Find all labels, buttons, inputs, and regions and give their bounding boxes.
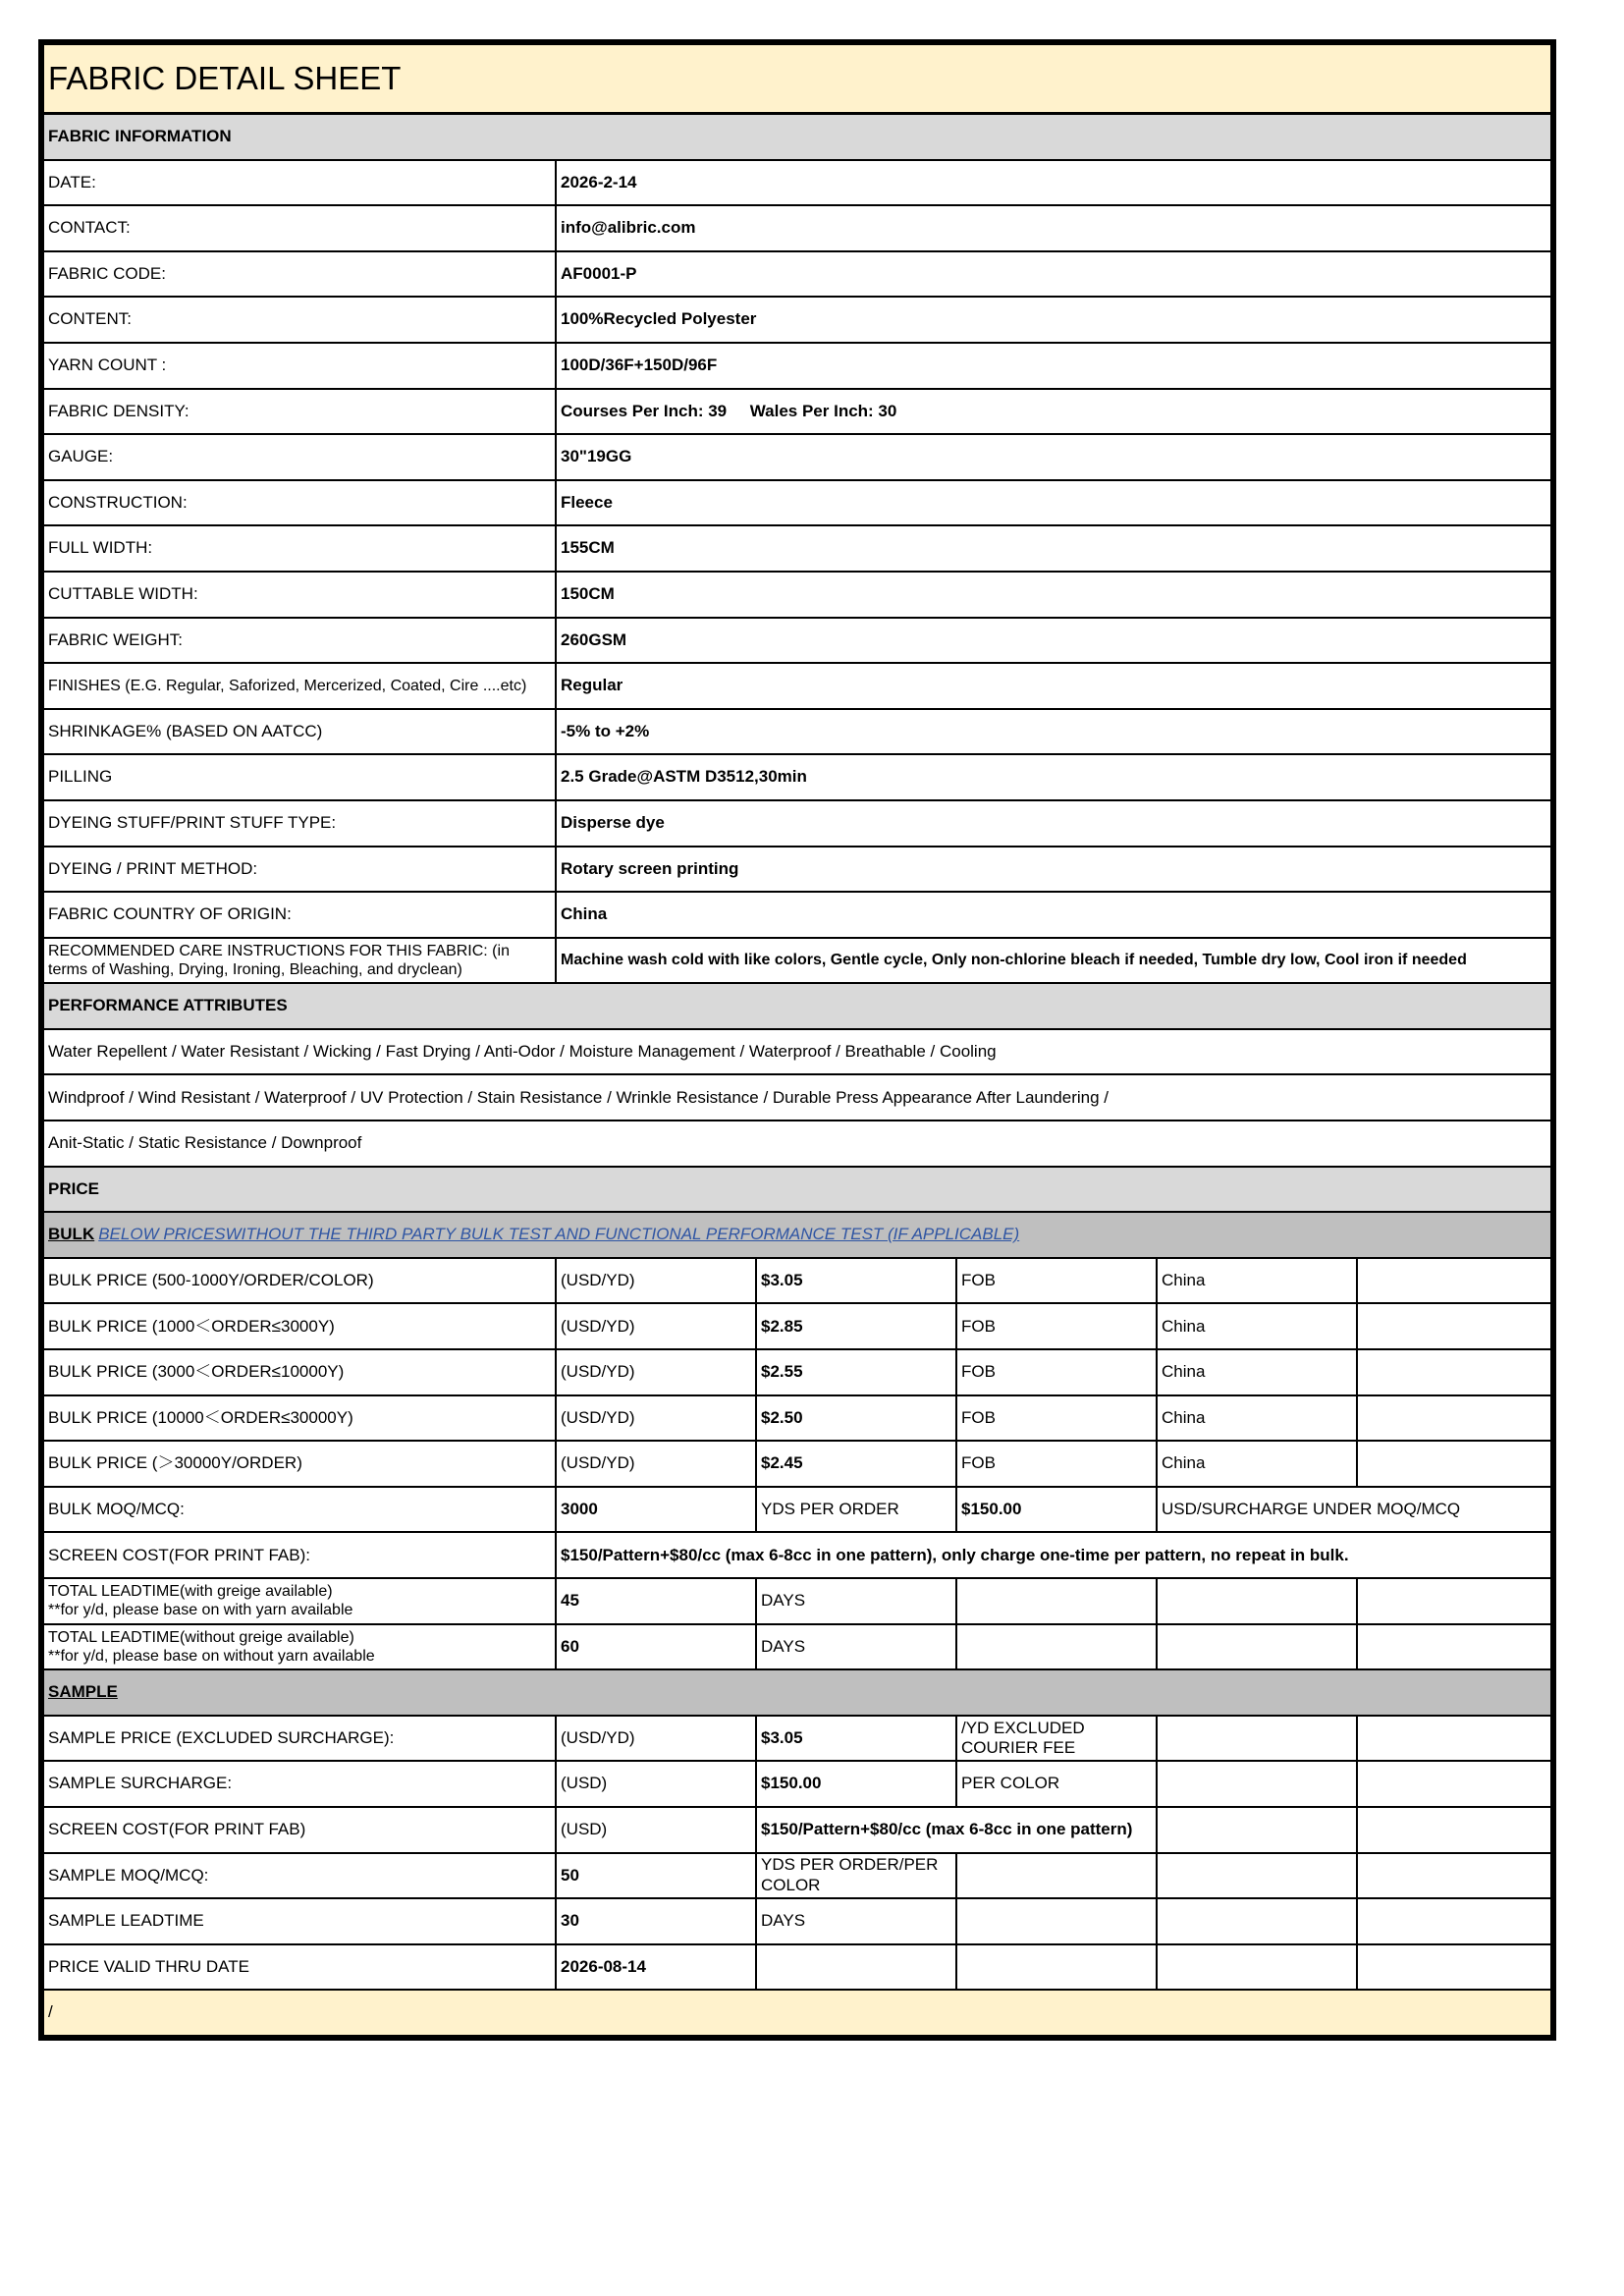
sample-screen-cost-row (43, 1807, 1551, 1853)
value: Machine wash cold with like colors, Gentle cycle, Only non-chlorine bleach if needed, Tumble dry low, Cool iron if needed (556, 938, 1551, 984)
bulk-price-row (43, 1303, 1551, 1349)
label-line: TOTAL LEADTIME(with greige available) (48, 1583, 333, 1601)
info-row-pilling (43, 754, 1551, 800)
empty-cell (1357, 1441, 1551, 1487)
empty-cell (1157, 1807, 1357, 1853)
section-performance-attributes: PERFORMANCE ATTRIBUTES (43, 983, 1551, 1029)
unit: (USD/YD) (556, 1716, 756, 1762)
value: 100D/36F+150D/96F (556, 343, 1551, 389)
value: $3.05 (756, 1716, 956, 1762)
info-row-fabric-code (43, 251, 1551, 298)
label: SAMPLE LEADTIME (43, 1898, 556, 1944)
label: DATE: (43, 160, 556, 206)
note: PER COLOR (956, 1761, 1157, 1807)
unit: (USD) (556, 1807, 756, 1853)
label: BULK MOQ/MCQ: (43, 1487, 556, 1533)
unit: YDS PER ORDER (756, 1487, 956, 1533)
empty-cell (1357, 1258, 1551, 1304)
days: 45 (556, 1578, 756, 1624)
term: FOB (956, 1395, 1157, 1442)
days: 60 (556, 1624, 756, 1670)
empty-cell (1357, 1761, 1551, 1807)
info-row-finishes (43, 663, 1551, 709)
info-row-shrinkage (43, 709, 1551, 755)
label: FABRIC CODE: (43, 251, 556, 298)
label: DYEING STUFF/PRINT STUFF TYPE: (43, 800, 556, 847)
sheet-table (42, 43, 1552, 2037)
info-row-fabric-density (43, 389, 1551, 435)
value: 2026-2-14 (556, 160, 1551, 206)
sample-moq-row (43, 1853, 1551, 1899)
empty-cell (1357, 1349, 1551, 1395)
label-note: **for y/d, please base on with yarn available (48, 1602, 353, 1619)
value: 150CM (556, 572, 1551, 618)
empty-cell (1357, 1624, 1551, 1670)
info-row-full-width (43, 525, 1551, 572)
info-row-date (43, 160, 1551, 206)
label: BULK PRICE (＞30000Y/ORDER) (43, 1441, 556, 1487)
empty-cell (1157, 1578, 1357, 1624)
price: $2.50 (756, 1395, 956, 1442)
info-row-gauge (43, 434, 1551, 480)
label: FINISHES (E.G. Regular, Saforized, Mercerized, Coated, Cire ....etc) (43, 663, 556, 709)
value: Disperse dye (556, 800, 1551, 847)
value: AF0001-P (556, 251, 1551, 298)
performance-attributes-line: Windproof / Wind Resistant / Waterproof / UV Protection / Stain Resistance / Wrinkle Resistance / Durable Press Appearance After Laundering / (43, 1074, 1551, 1121)
bulk-label: BULK (48, 1225, 95, 1244)
note: USD/SURCHARGE UNDER MOQ/MCQ (1157, 1487, 1551, 1533)
value: 2.5 Grade@ASTM D3512,30min (556, 754, 1551, 800)
empty-cell (1157, 1716, 1357, 1762)
bulk-screen-cost-row (43, 1532, 1551, 1578)
empty-cell (1157, 1761, 1357, 1807)
section-fabric-information: FABRIC INFORMATION (43, 114, 1551, 160)
bulk-price-row (43, 1349, 1551, 1395)
empty-cell (956, 1578, 1157, 1624)
value: 155CM (556, 525, 1551, 572)
unit: (USD) (556, 1761, 756, 1807)
origin: China (1157, 1349, 1357, 1395)
empty-cell (1357, 1807, 1551, 1853)
info-row-yarn-count (43, 343, 1551, 389)
unit: (USD/YD) (556, 1349, 756, 1395)
empty-cell (1157, 1898, 1357, 1944)
value: Fleece (556, 480, 1551, 526)
performance-attributes-line: Anit-Static / Static Resistance / Downproof (43, 1121, 1551, 1167)
surcharge: $150.00 (956, 1487, 1157, 1533)
section-bulk (43, 1212, 1551, 1258)
label: PRICE VALID THRU DATE (43, 1944, 556, 1991)
qty: 3000 (556, 1487, 756, 1533)
label: GAUGE: (43, 434, 556, 480)
unit: DAYS (756, 1578, 956, 1624)
info-row-content (43, 297, 1551, 343)
value: Courses Per Inch: 39 Wales Per Inch: 30 (556, 389, 1551, 435)
empty-cell (1357, 1853, 1551, 1899)
info-row-care-instructions (43, 938, 1551, 984)
note: /YD EXCLUDED COURIER FEE (956, 1716, 1157, 1762)
price: $2.55 (756, 1349, 956, 1395)
price: $3.05 (756, 1258, 956, 1304)
info-row-dyeing-method (43, 847, 1551, 893)
value: Regular (556, 663, 1551, 709)
empty-cell (1157, 1853, 1357, 1899)
price: $2.85 (756, 1303, 956, 1349)
label: DYEING / PRINT METHOD: (43, 847, 556, 893)
info-row-country-of-origin (43, 892, 1551, 938)
label: SAMPLE SURCHARGE: (43, 1761, 556, 1807)
label: BULK PRICE (10000＜ORDER≤30000Y) (43, 1395, 556, 1442)
price: $2.45 (756, 1441, 956, 1487)
label: CONTACT: (43, 205, 556, 251)
empty-cell (956, 1624, 1157, 1670)
info-row-contact (43, 205, 1551, 251)
days: 30 (556, 1898, 756, 1944)
empty-cell (1357, 1716, 1551, 1762)
empty-cell (1357, 1395, 1551, 1442)
label-note: **for y/d, please base on without yarn available (48, 1647, 375, 1665)
term: FOB (956, 1258, 1157, 1304)
section-price: PRICE (43, 1167, 1551, 1213)
label (43, 1578, 556, 1624)
value: info@alibric.com (556, 205, 1551, 251)
term: FOB (956, 1349, 1157, 1395)
label: BULK PRICE (1000＜ORDER≤3000Y) (43, 1303, 556, 1349)
empty-cell (1157, 1624, 1357, 1670)
label: BULK PRICE (500-1000Y/ORDER/COLOR) (43, 1258, 556, 1304)
label: SCREEN COST(FOR PRINT FAB): (43, 1532, 556, 1578)
sample-leadtime-row (43, 1898, 1551, 1944)
label: SAMPLE PRICE (EXCLUDED SURCHARGE): (43, 1716, 556, 1762)
label: SCREEN COST(FOR PRINT FAB) (43, 1807, 556, 1853)
empty-cell (1357, 1303, 1551, 1349)
term: FOB (956, 1441, 1157, 1487)
empty-cell (1157, 1944, 1357, 1991)
label: CUTTABLE WIDTH: (43, 572, 556, 618)
qty: 50 (556, 1853, 756, 1899)
empty-cell (956, 1944, 1157, 1991)
label: CONSTRUCTION: (43, 480, 556, 526)
label: YARN COUNT : (43, 343, 556, 389)
empty-cell (1357, 1944, 1551, 1991)
label: RECOMMENDED CARE INSTRUCTIONS FOR THIS FABRIC: (in terms of Washing, Drying, Ironing, Bleaching, and dryclean) (43, 938, 556, 984)
page-title: FABRIC DETAIL SHEET (43, 44, 1551, 114)
label: CONTENT: (43, 297, 556, 343)
origin: China (1157, 1258, 1357, 1304)
info-row-construction (43, 480, 1551, 526)
value: $150/Pattern+$80/cc (max 6-8cc in one pattern) (756, 1807, 1157, 1853)
empty-cell (1357, 1578, 1551, 1624)
sample-price-row (43, 1716, 1551, 1762)
term: FOB (956, 1303, 1157, 1349)
bulk-moq-row (43, 1487, 1551, 1533)
sample-label: SAMPLE (48, 1682, 118, 1702)
label: FABRIC WEIGHT: (43, 618, 556, 664)
value: China (556, 892, 1551, 938)
info-row-dyeing-stuff (43, 800, 1551, 847)
info-row-cuttable-width (43, 572, 1551, 618)
footer-note: / (43, 1990, 1551, 2036)
bulk-price-row (43, 1258, 1551, 1304)
leadtime-row (43, 1578, 1551, 1624)
origin: China (1157, 1303, 1357, 1349)
label-line: TOTAL LEADTIME(without greige available) (48, 1628, 354, 1646)
price-valid-row (43, 1944, 1551, 1991)
label: SAMPLE MOQ/MCQ: (43, 1853, 556, 1899)
unit: (USD/YD) (556, 1303, 756, 1349)
empty-cell (956, 1898, 1157, 1944)
sample-surcharge-row (43, 1761, 1551, 1807)
unit: DAYS (756, 1898, 956, 1944)
empty-cell (1357, 1898, 1551, 1944)
unit: DAYS (756, 1624, 956, 1670)
performance-attributes-line: Water Repellent / Water Resistant / Wicking / Fast Drying / Anti-Odor / Moisture Management / Waterproof / Breathable / Cooling (43, 1029, 1551, 1075)
value: -5% to +2% (556, 709, 1551, 755)
empty-cell (756, 1944, 956, 1991)
label: FABRIC DENSITY: (43, 389, 556, 435)
info-row-fabric-weight (43, 618, 1551, 664)
label: PILLING (43, 754, 556, 800)
label: FABRIC COUNTRY OF ORIGIN: (43, 892, 556, 938)
unit: (USD/YD) (556, 1441, 756, 1487)
leadtime-row (43, 1624, 1551, 1670)
value: 100%Recycled Polyester (556, 297, 1551, 343)
value: 30"19GG (556, 434, 1551, 480)
fabric-detail-sheet (38, 39, 1556, 2041)
bulk-note-link[interactable]: BELOW PRICESWITHOUT THE THIRD PARTY BULK TEST AND FUNCTIONAL PERFORMANCE TEST (IF APPLICABLE) (98, 1225, 1020, 1244)
origin: China (1157, 1441, 1357, 1487)
label: FULL WIDTH: (43, 525, 556, 572)
value: Rotary screen printing (556, 847, 1551, 893)
value: 2026-08-14 (556, 1944, 756, 1991)
unit: (USD/YD) (556, 1395, 756, 1442)
value: $150.00 (756, 1761, 956, 1807)
empty-cell (956, 1853, 1157, 1899)
label: BULK PRICE (3000＜ORDER≤10000Y) (43, 1349, 556, 1395)
unit: (USD/YD) (556, 1258, 756, 1304)
section-sample (43, 1669, 1551, 1716)
bulk-price-row (43, 1395, 1551, 1442)
bulk-price-row (43, 1441, 1551, 1487)
unit: YDS PER ORDER/PER COLOR (756, 1853, 956, 1899)
value: $150/Pattern+$80/cc (max 6-8cc in one pattern), only charge one-time per pattern, no repeat in bulk. (556, 1532, 1551, 1578)
label (43, 1624, 556, 1670)
origin: China (1157, 1395, 1357, 1442)
value: 260GSM (556, 618, 1551, 664)
label: SHRINKAGE% (BASED ON AATCC) (43, 709, 556, 755)
